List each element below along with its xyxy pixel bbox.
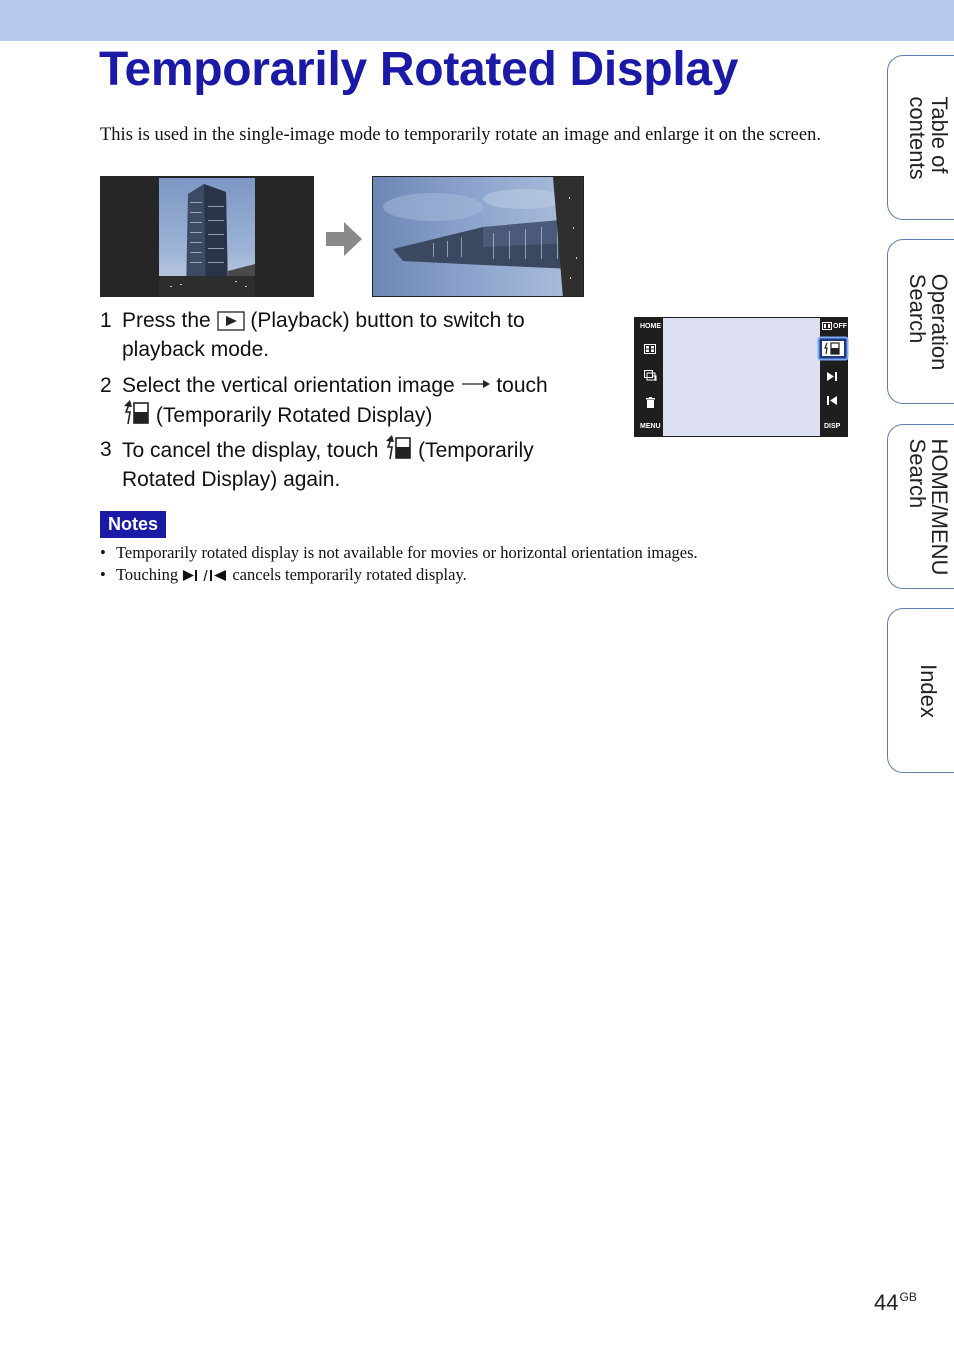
home-label[interactable]: HOME <box>640 323 661 330</box>
slideshow-icon[interactable] <box>644 370 657 382</box>
step-2: 2 Select the vertical orientation image touch (Temporarily Rotated Display) <box>100 374 548 427</box>
rotate-display-icon <box>122 400 150 426</box>
notes-badge: Notes <box>100 511 166 538</box>
vertical-image-before <box>100 176 314 297</box>
page-title: Temporarily Rotated Display <box>99 43 739 96</box>
rotate-display-button[interactable] <box>817 336 849 361</box>
camera-screen <box>634 317 848 437</box>
screen-image-area <box>663 318 820 436</box>
rotated-image-after <box>372 176 584 297</box>
trash-icon[interactable] <box>646 397 655 408</box>
playback-button-icon <box>217 311 245 331</box>
arrow-to-icon <box>461 377 491 391</box>
step-1: 1 Press the (Playback) button to switch to playback mode. <box>100 309 525 361</box>
display-off-button[interactable]: OFF <box>822 322 847 330</box>
index-icon[interactable] <box>644 344 656 354</box>
index-icon <box>822 322 832 330</box>
disp-label[interactable]: DISP <box>824 423 841 430</box>
page-number: $44^{GB}$ <box>874 1290 917 1315</box>
next-icon[interactable] <box>827 372 837 381</box>
list-item: • Temporarily rotated display is not available for movies or horizontal orientation images. <box>100 542 698 564</box>
intro-text: This is used in the single-image mode to temporarily rotate an image and enlarge it on the screen. <box>100 125 821 145</box>
previous-icon[interactable] <box>827 396 837 405</box>
menu-label[interactable]: MENU <box>640 423 661 430</box>
arrow-right-icon <box>326 222 362 256</box>
tab-table-of-contents[interactable]: Table of contents <box>887 55 954 220</box>
rotate-display-icon <box>384 435 412 461</box>
step-3: 3 To cancel the display, touch (Temporarily Rotated Display) again. <box>100 435 600 494</box>
header-band <box>0 0 954 41</box>
next-previous-icon <box>182 569 228 582</box>
list-item: • Touching cancels temporarily rotated display. <box>100 564 698 586</box>
tab-index[interactable]: Index <box>887 608 954 773</box>
notes-list <box>100 542 698 586</box>
tab-home-menu-search[interactable]: HOME/MENU Search <box>887 424 954 589</box>
tab-operation-search[interactable]: Operation Search <box>887 239 954 404</box>
